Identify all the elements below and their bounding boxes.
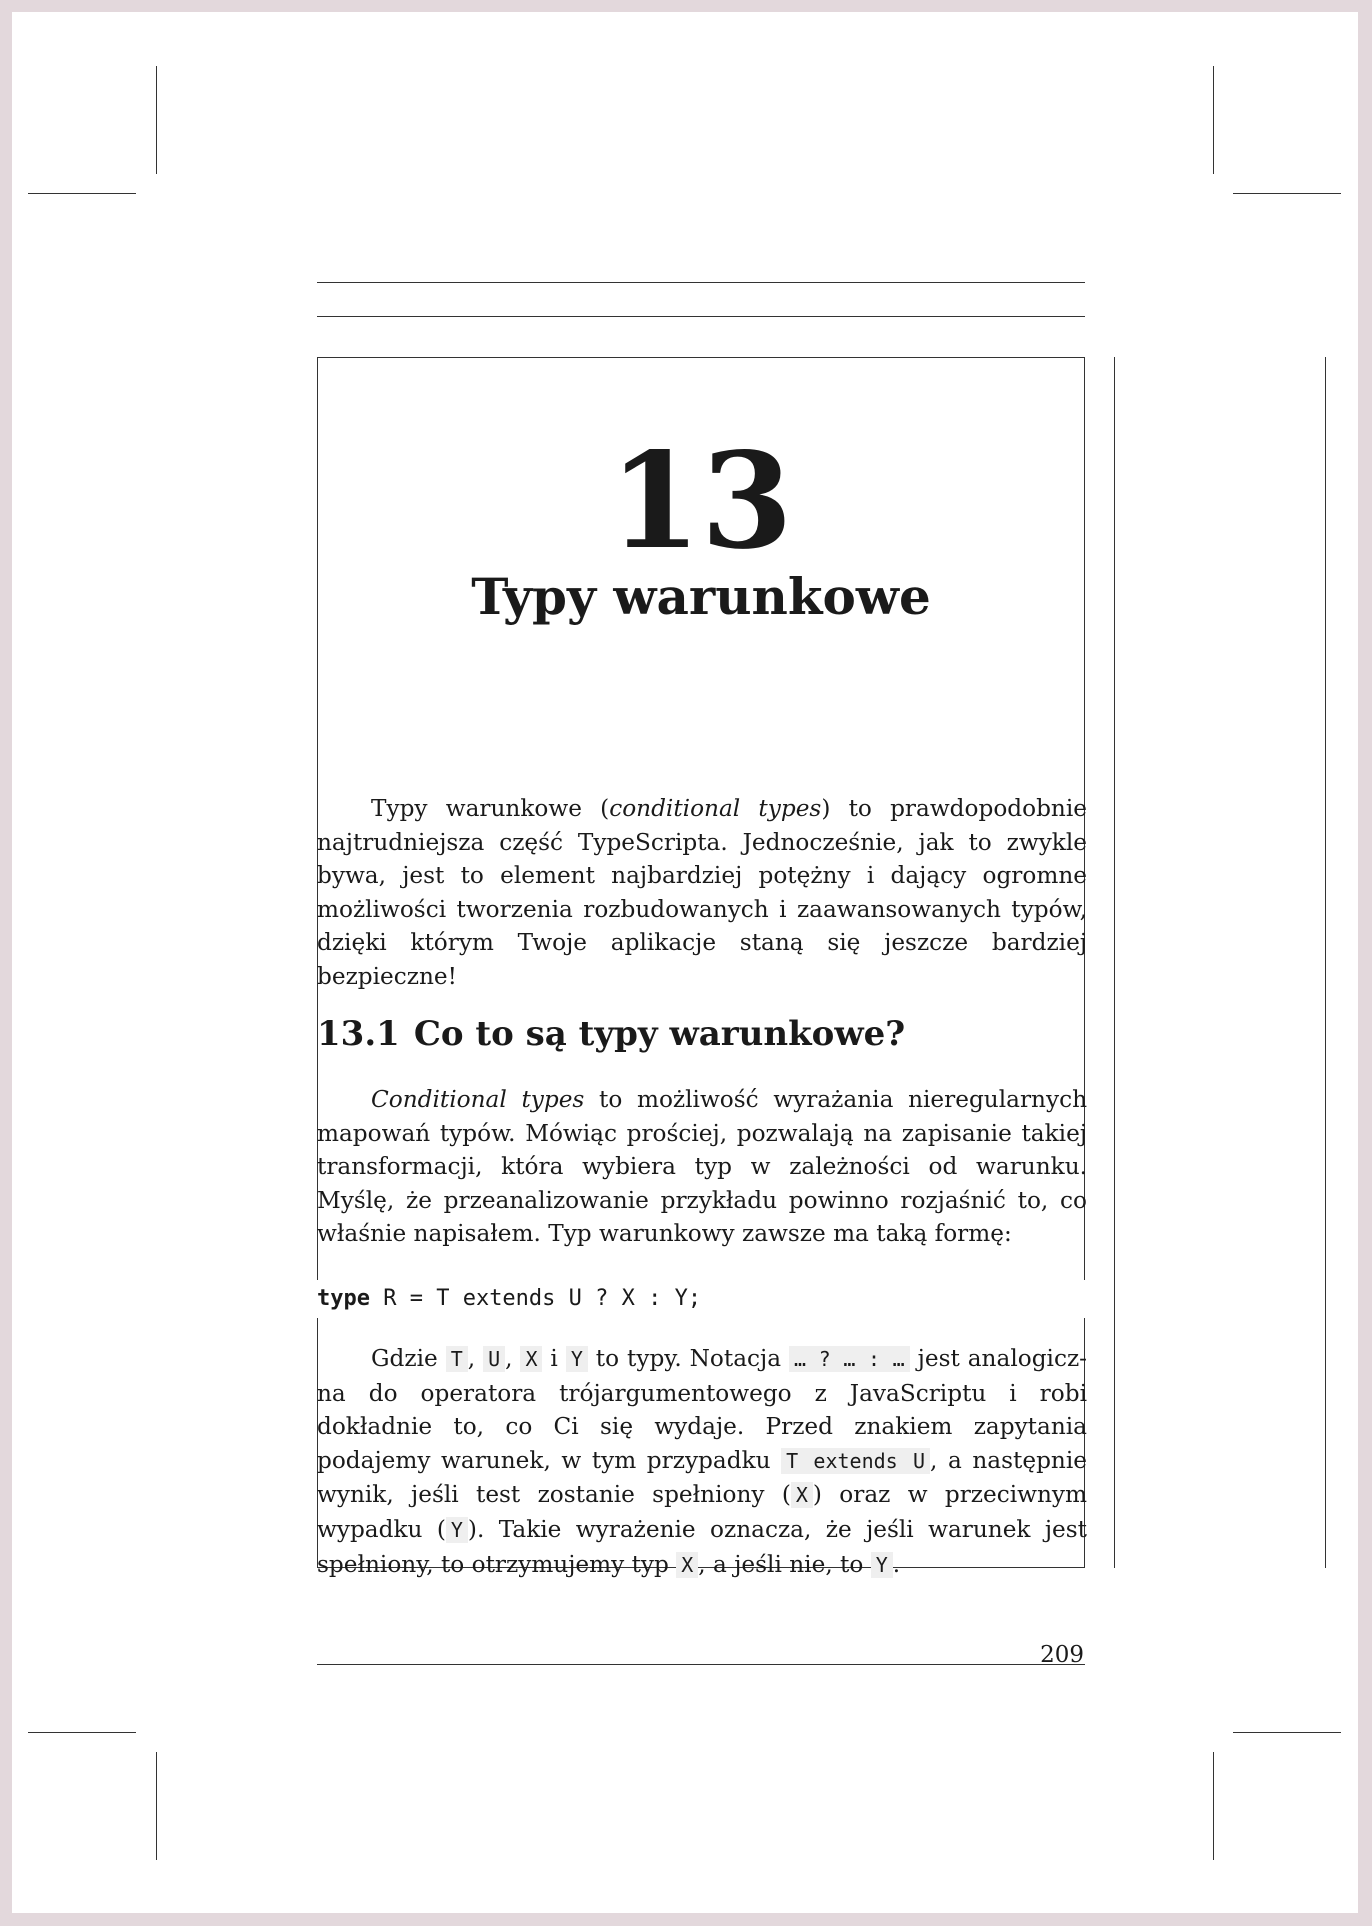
chapter-title: Typy warunkowe xyxy=(471,567,931,626)
section-title: Co to są typy warunkowe? xyxy=(413,1014,906,1054)
text-run: jest analogiczna do operatora trójargumentowego z JavaScriptu i robi dokładnie to, co Ci się wydaje. Przed znakiem zapytania podajemy warunek, w tym przypadku xyxy=(317,1345,1088,1474)
section-paragraph xyxy=(317,1083,1087,1251)
page-number: 209 xyxy=(1040,1642,1084,1668)
text-run: Gdzie xyxy=(371,1345,446,1372)
code-block xyxy=(317,1280,1085,1318)
crop-mark xyxy=(156,1752,157,1860)
text-run: ) to prawdopodobnie najtrudniejsza część TypeScripta. Jednocześnie, jak to zwykle bywa, jest to element najbardziej potężny i dający ogromne możliwości tworzenia rozbudowanych i zaawansowanych typów, dzięki którym Twoje aplikacje staną się jeszcze bardziej bezpieczne! xyxy=(317,795,1087,990)
text-run: ) oraz w przeciwnym wypadku ( xyxy=(317,1481,1087,1543)
text-run: , a jeśli nie, to xyxy=(698,1550,871,1578)
text-run: i xyxy=(542,1345,566,1372)
section-number: 13.1 xyxy=(317,1014,400,1054)
code-text: R = T extends U ? X : Y; xyxy=(369,1286,702,1311)
emphasis: Conditional types xyxy=(371,1086,585,1113)
crop-mark xyxy=(28,193,136,194)
inline-code: X xyxy=(520,1346,542,1372)
emphasis: conditional types xyxy=(609,795,822,822)
inline-code: X xyxy=(676,1552,698,1578)
margin-line xyxy=(1114,357,1115,1568)
crop-mark xyxy=(1213,66,1214,174)
text-run: , xyxy=(467,1345,484,1372)
header-rule xyxy=(317,282,1085,283)
crop-mark xyxy=(156,66,157,174)
chapter-number: 13 xyxy=(609,424,793,579)
crop-mark xyxy=(28,1732,136,1733)
header-rule xyxy=(317,316,1085,317)
inline-code: X xyxy=(791,1482,813,1508)
inline-code: … ? … : … xyxy=(789,1346,910,1372)
text-run: , xyxy=(505,1345,521,1372)
text-run: to typy. Notacja xyxy=(587,1345,789,1372)
inline-code: Y xyxy=(446,1517,468,1543)
code-keyword: type xyxy=(317,1286,370,1311)
text-run: ). Takie wyrażenie oznacza, że jeśli warunek jest spełniony, to otrzymujemy typ xyxy=(317,1515,1087,1578)
crop-mark xyxy=(1213,1752,1214,1860)
text-run: , a następnie wynik, jeśli test zostanie spełniony ( xyxy=(317,1446,1087,1509)
inline-code: T xyxy=(446,1346,468,1372)
inline-code: Y xyxy=(871,1552,893,1578)
inline-code: U xyxy=(483,1346,505,1372)
intro-paragraph xyxy=(317,792,1087,994)
crop-mark xyxy=(1233,1732,1341,1733)
text-run: to możliwość wyrażania nieregularnych mapowań typów. Mówiąc prościej, pozwalają na zapisanie takiej transformacji, która wybiera typ w zależności od warunku. Myślę, że przeanalizowanie przykładu powinno rozjaśnić to, co właśnie napisałem. Typ warunkowy zawsze ma taką formę: xyxy=(317,1086,1088,1248)
text-run: . xyxy=(892,1550,901,1578)
text-run: Typy warunkowe ( xyxy=(371,795,610,822)
crop-mark xyxy=(1233,193,1341,194)
section-heading xyxy=(317,1010,1085,1058)
margin-line xyxy=(1325,357,1326,1568)
explanation-paragraph xyxy=(317,1342,1087,1582)
inline-code: Y xyxy=(566,1346,588,1372)
inline-code: T extends U xyxy=(781,1448,930,1474)
